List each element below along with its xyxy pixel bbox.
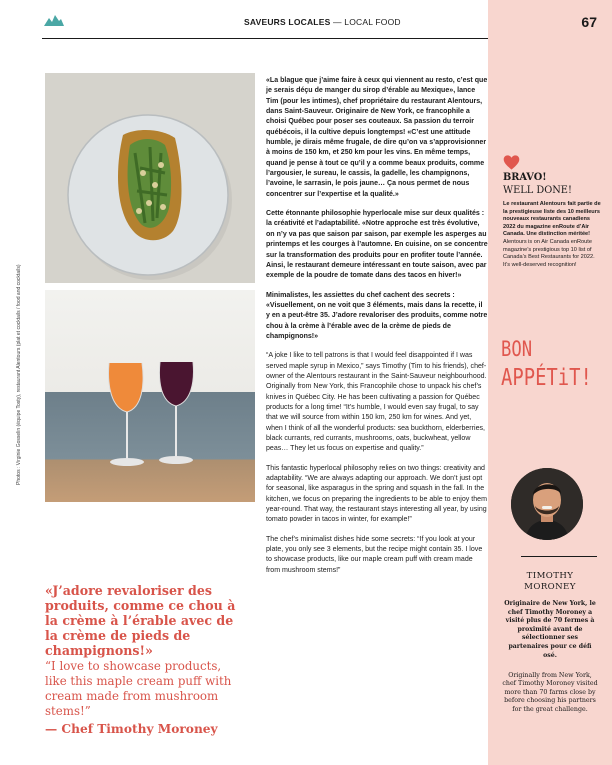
chef-name-first: TIMOTHY [526,571,574,581]
appetit-word: APPÉTiT! [501,365,592,391]
dish-photo [45,73,255,283]
logo-mountains-icon [44,14,64,26]
header-rule [42,38,488,39]
heart-icon [503,154,520,171]
chef-bio-fr: Originaire de New York, le chef Timothy Moroney a visité plus de 70 fermes à proximité avant de sélectionner ses partenaires pour ce défi osé. [504,600,596,659]
bon-word: BON [501,337,533,361]
page-number: 67 [581,14,597,30]
article-paragraph-fr-2: Cette étonnante philosophie hyperlocale mise sur deux qualités : la créativité et l’adaptabilité. «Notre approche est très évolutive, on n’y va pas que saison par saison, par exemple les asperges au printemps et les courges à l’automne. En cuisine, on se concentre sur la transformation des produits pour en profiter toute l’année. Ainsi, le restaurant demeure intéressant en toute saison, avec par exemple de la poudre de tomate dans des tacos en hiver!» [266,210,488,280]
article-paragraph-fr-1: «La blague que j’aime faire à ceux qui viennent au resto, c’est que je serais déçu de manger du sirop d’érable au Mexique», lance Tim (pour les intimes), chef propriétaire du restaurant Alentours, dans Saint-Sauveur. Originaire de New York, ce francophile a choisi Québec pour poser ses couteaux. Sa passion du terroir québécois, il la cultive depuis longtemps! «C’est une attitude humble, je dirais même frugale, de dire qu’on va s’approvisionner à moins de 150 km, et 250 km pour les vins. En même temps, quand je pense à tout ce qu’il y a comme beaux produits, comme l’argousier, le sureau, le cassis, la gadelle, les champignons, l’avoine, le sarrasin, le pois jaune… Ça nous permet de nous concentrer sur l’expertise et la qualité.» [266,77,488,198]
section-title-en: LOCAL FOOD [344,17,401,27]
cocktails-photo [45,290,255,502]
award-text [503,201,601,269]
sidebar [488,0,612,765]
chef-name-last: MORONEY [524,582,576,592]
award-text-fr: Le restaurant Alentours fait partie de la prestigieuse liste des 10 meilleurs nouveaux restaurants canadiens 2022 du magazine enRoute d’Air Canada. Une distinction méritée! [503,201,601,238]
chef-divider [521,556,597,557]
pull-quote-en: “I love to showcase products, like this maple cream puff with cream made from mushroom stems!” [45,659,232,718]
chef-bio-en: Originally from New York, chef Timothy Moroney visited more than 70 farms close by before choosing his partners for the great challenge. [502,672,598,713]
section-title-fr: SAVEURS LOCALES [244,17,331,27]
bon-appetit-lettering [501,335,592,393]
pull-quote [45,583,245,737]
pull-quote-fr: «J’adore revaloriser des produits, comme ce chou à la crème à l’érable avec de la crème de pieds de champignons!» [45,583,236,659]
photo-credit: Photos : Virginie Gosselin (équipe Tosty), restaurant Alentours (plat et cocktails / food and cocktails) [16,264,22,485]
section-header [244,17,401,27]
article-paragraph-en-1: “A joke I like to tell patrons is that I would feel disappointed if I was served maple syrup in Mexico,” says Timothy (Tim to his friends), chef-owner of the Alentours restaurant in the Saint-Sauveur neighbourhood. Originally from New York, this Francophile chose to unpack his chef’s knives in Québec City. He has been cultivating a passion for Québec products for a long time! “It’s humble, I would even say frugal, to say that we will source from within 150 km, 250 km for wines. And yet, when I think of all the wonderful products: sea buckthorn, elderberries, black currants, red currants, mushrooms, oats, buckwheat, yellow peas… They let us focus on expertise and quality.” [266,352,487,453]
pull-quote-author: — Chef Timothy Moroney [45,721,218,736]
chef-name [488,571,612,593]
well-done-heading: WELL DONE! [503,185,572,196]
article-body [266,76,488,585]
award-text-en: Alentours is on Air Canada enRoute magazine’s prestigious top 10 list of Canada’s Best Restaurants for 2022. It’s well-deserved recognition! [503,238,595,268]
bravo-heading: BRAVO! [503,172,547,183]
chef-avatar [511,468,583,540]
section-separator: — [333,17,342,27]
article-paragraph-en-3: The chef’s minimalist dishes hide some secrets: “If you look at your plate, you only see 3 elements, but the recipe might contain 35. I love to showcase products, like our maple cream puff with cream made from mushroom stems!” [266,535,483,574]
article-paragraph-fr-3: Minimalistes, les assiettes du chef cachent des secrets : «Visuellement, on ne voit que 3 éléments, mais dans la recette, il y en a peut-être 35. J’adore revaloriser des produits, comme notre chou à la crème à l’érable avec de la crème de pieds de champignons!» [266,291,488,340]
article-paragraph-en-2: This fantastic hyperlocal philosophy relies on two things: creativity and adaptability. “We are always adapting our approach. We don’t just opt for seasonal, like asparagus in the spring and squash in the fall. In the kitchen, we focus on preparing the ingredients to be able to enjoy them year-round. That way, the restaurant stays interesting all year, by using tomato powder in tacos in winter, for example!” [266,464,487,524]
